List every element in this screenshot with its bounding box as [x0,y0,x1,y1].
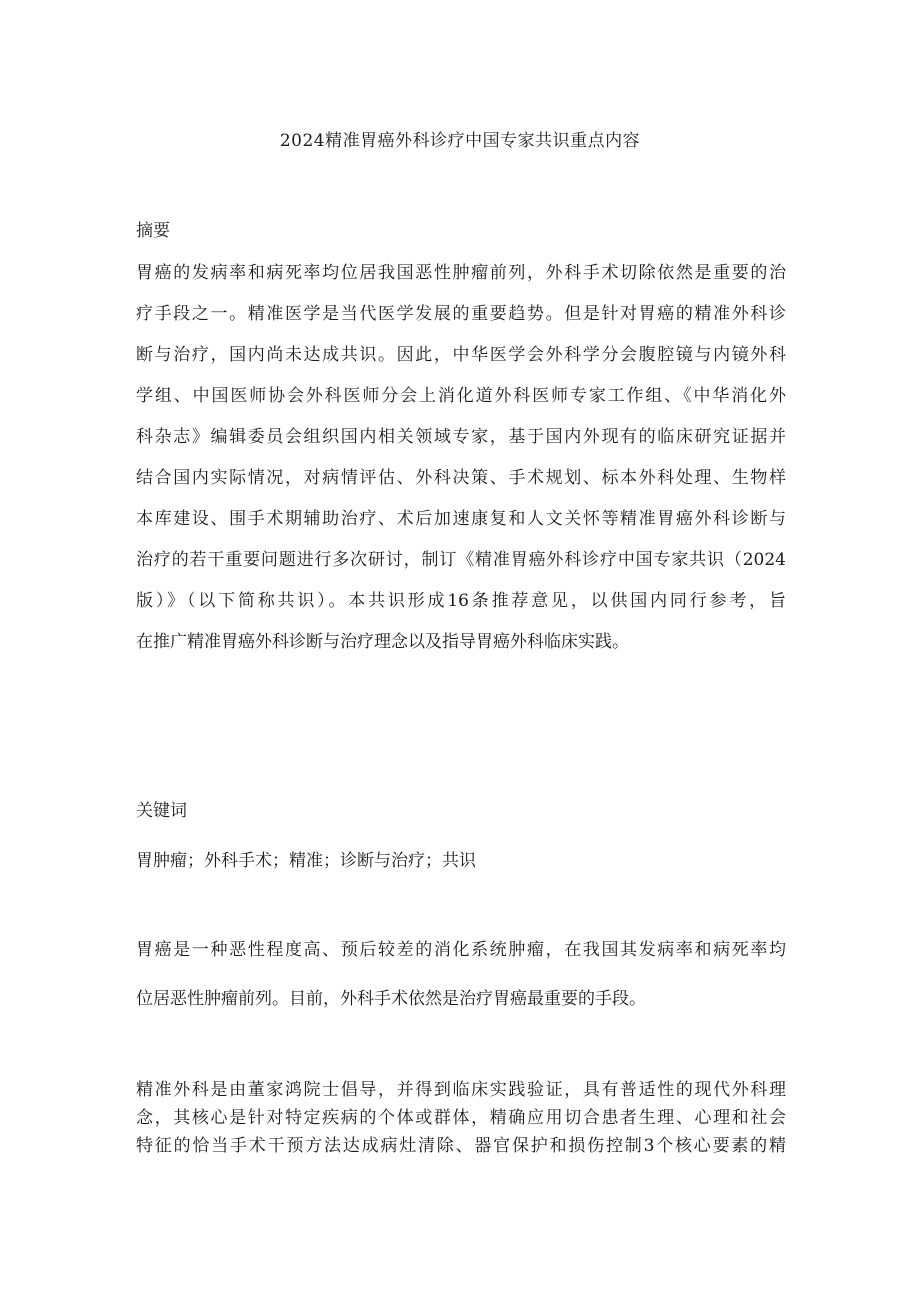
core-line: 精准外科是由董家鸿院士倡导，并得到临床实践验证，具有普适性的现代外科理 [136,1080,786,1100]
intro-paragraph [136,926,786,1024]
abstract-line: 版）》（以下简称共识）。本共识形成16条推荐意见，以供国内同行参考，旨 [136,591,786,611]
abstract-line: 断与治疗，国内尚未达成共识。因此，中华医学会外科学分会腹腔镜与内镜外科 [136,345,786,365]
intro-line: 位居恶性肿瘤前列。目前，外科手术依然是治疗胃癌最重要的手段。 [136,989,646,1009]
abstract-line: 在推广精准胃癌外科诊断与治疗理念以及指导胃癌外科临床实践。 [136,632,629,652]
keywords-text: 胃肿瘤；外科手术；精准；诊断与治疗；共识 [136,851,476,871]
abstract-line: 本库建设、围手术期辅助治疗、术后加速康复和人文关怀等精准胃癌外科诊断与 [136,509,786,529]
abstract-line: 科杂志》编辑委员会组织国内相关领域专家，基于国内外现有的临床研究证据并 [136,427,786,447]
abstract-line: 治疗的若干重要问题进行多次研讨，制订《精准胃癌外科诊疗中国专家共识（2024 [136,550,786,570]
abstract-line: 学组、中国医师协会外科医师分会上消化道外科医师专家工作组、《中华消化外 [136,386,786,406]
abstract-paragraph [136,253,786,663]
abstract-line: 结合国内实际情况，对病情评估、外科决策、手术规划、标本外科处理、生物样 [136,468,786,488]
abstract-line: 胃癌的发病率和病死率均位居我国恶性肿瘤前列，外科手术切除依然是重要的治 [136,263,786,283]
core-line: 念，其核心是针对特定疾病的个体或群体，精确应用切合患者生理、心理和社会 [136,1108,786,1128]
document-title: 2024精准胃癌外科诊疗中国专家共识重点内容 [279,131,641,151]
core-paragraph [136,1076,786,1160]
abstract-heading: 摘要 [136,221,170,241]
abstract-line: 疗手段之一。精准医学是当代医学发展的重要趋势。但是针对胃癌的精准外科诊 [136,304,786,324]
intro-line: 胃癌是一种恶性程度高、预后较差的消化系统肿瘤，在我国其发病率和病死率均 [136,940,786,960]
core-line: 特征的恰当手术干预方法达成病灶清除、器官保护和损伤控制3个核心要素的精 [136,1136,786,1156]
keywords-heading: 关键词 [136,801,187,821]
